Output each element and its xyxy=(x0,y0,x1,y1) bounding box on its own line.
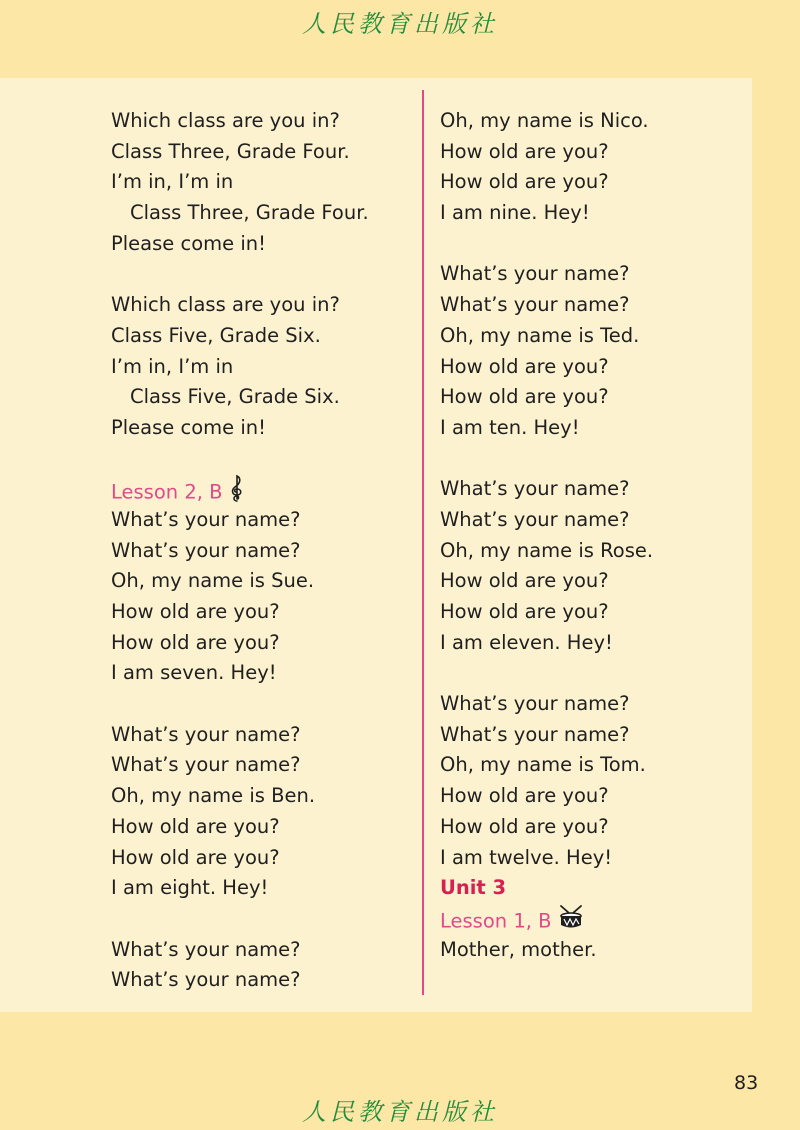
lyric-line: How old are you? xyxy=(440,385,609,409)
lyric-line: How old are you? xyxy=(111,845,280,869)
publisher-logo-header: 人民教育出版社 xyxy=(302,10,498,38)
lyric-line: Class Five, Grade Six. xyxy=(130,385,340,409)
lyric-line: I am eight. Hey! xyxy=(111,876,269,900)
lyric-line: Class Three, Grade Four. xyxy=(111,139,350,163)
lyric-line: Class Three, Grade Four. xyxy=(130,201,369,225)
lyric-line: Oh, my name is Ted. xyxy=(440,323,640,347)
left-lyrics-column xyxy=(111,106,411,996)
stanza-gap xyxy=(111,904,411,935)
lyric-line: Which class are you in? xyxy=(111,293,340,317)
lesson-heading xyxy=(440,904,740,935)
column-divider xyxy=(422,90,424,995)
lyric-line: What’s your name? xyxy=(111,538,301,562)
lesson-heading-label: Lesson 2, B xyxy=(111,480,223,504)
lyric-line: What’s your name? xyxy=(440,477,630,501)
lyric-line: What’s your name? xyxy=(440,722,630,746)
lyric-line: How old are you? xyxy=(111,600,280,623)
lyric-line: Class Five, Grade Six. xyxy=(111,323,321,347)
lyric-line: How old are you? xyxy=(440,170,609,194)
lyric-line: Oh, my name is Rose. xyxy=(440,538,654,562)
lyric-line: How old are you? xyxy=(440,569,609,593)
unit-heading: Unit 3 xyxy=(440,876,507,900)
lyric-line: What’s your name? xyxy=(111,968,301,992)
lyric-line: What’s your name? xyxy=(111,722,301,746)
lyric-line: What’s your name? xyxy=(440,507,630,531)
lyric-line: How old are you? xyxy=(440,600,609,623)
lyric-line: I am nine. Hey! xyxy=(440,201,590,225)
stanza-gap xyxy=(111,689,411,720)
lyric-line: What’s your name? xyxy=(440,692,630,716)
lyric-line: Oh, my name is Sue. xyxy=(111,569,315,593)
lyric-line: Oh, my name is Ben. xyxy=(111,784,316,808)
lyric-line: I am twelve. Hey! xyxy=(440,845,613,869)
lyric-line: What’s your name? xyxy=(111,753,301,777)
lyric-line: I am eleven. Hey! xyxy=(440,630,613,654)
page-number: 83 xyxy=(734,1072,759,1094)
right-lyrics-column xyxy=(440,106,740,965)
stanza-gap xyxy=(111,259,411,290)
lyric-line: What’s your name? xyxy=(111,507,301,531)
lyric-line: Oh, my name is Tom. xyxy=(440,753,646,777)
publisher-logo-footer: 人民教育出版社 xyxy=(302,1098,498,1126)
lyric-line: Which class are you in? xyxy=(111,109,340,132)
lyric-line: How old are you? xyxy=(440,814,609,838)
lyric-line: What’s your name? xyxy=(111,937,301,961)
lyric-line: I’m in, I’m in xyxy=(111,354,234,378)
lyric-line: Mother, mother. xyxy=(440,937,597,961)
lesson-heading xyxy=(111,474,411,505)
lyric-line: Please come in! xyxy=(111,415,266,439)
lyric-line: Please come in! xyxy=(111,231,266,255)
lyric-line: How old are you? xyxy=(440,139,609,163)
lesson-heading-label: Lesson 1, B xyxy=(440,909,552,933)
lyric-line: What’s your name? xyxy=(440,262,630,286)
lyric-line: How old are you? xyxy=(440,784,609,808)
lyric-line: I am seven. Hey! xyxy=(111,661,277,685)
lyric-line: What’s your name? xyxy=(440,293,630,317)
lyric-line: How old are you? xyxy=(111,814,280,838)
stanza-gap xyxy=(440,229,740,260)
lyric-line: How old are you? xyxy=(440,354,609,378)
stanza-gap xyxy=(440,658,740,689)
lyric-line: I’m in, I’m in xyxy=(111,170,234,194)
lyric-line: I am ten. Hey! xyxy=(440,415,580,439)
stanza-gap xyxy=(440,444,740,475)
lyric-line: How old are you? xyxy=(111,630,280,654)
lyric-line: Oh, my name is Nico. xyxy=(440,109,649,132)
stanza-gap xyxy=(111,444,411,475)
